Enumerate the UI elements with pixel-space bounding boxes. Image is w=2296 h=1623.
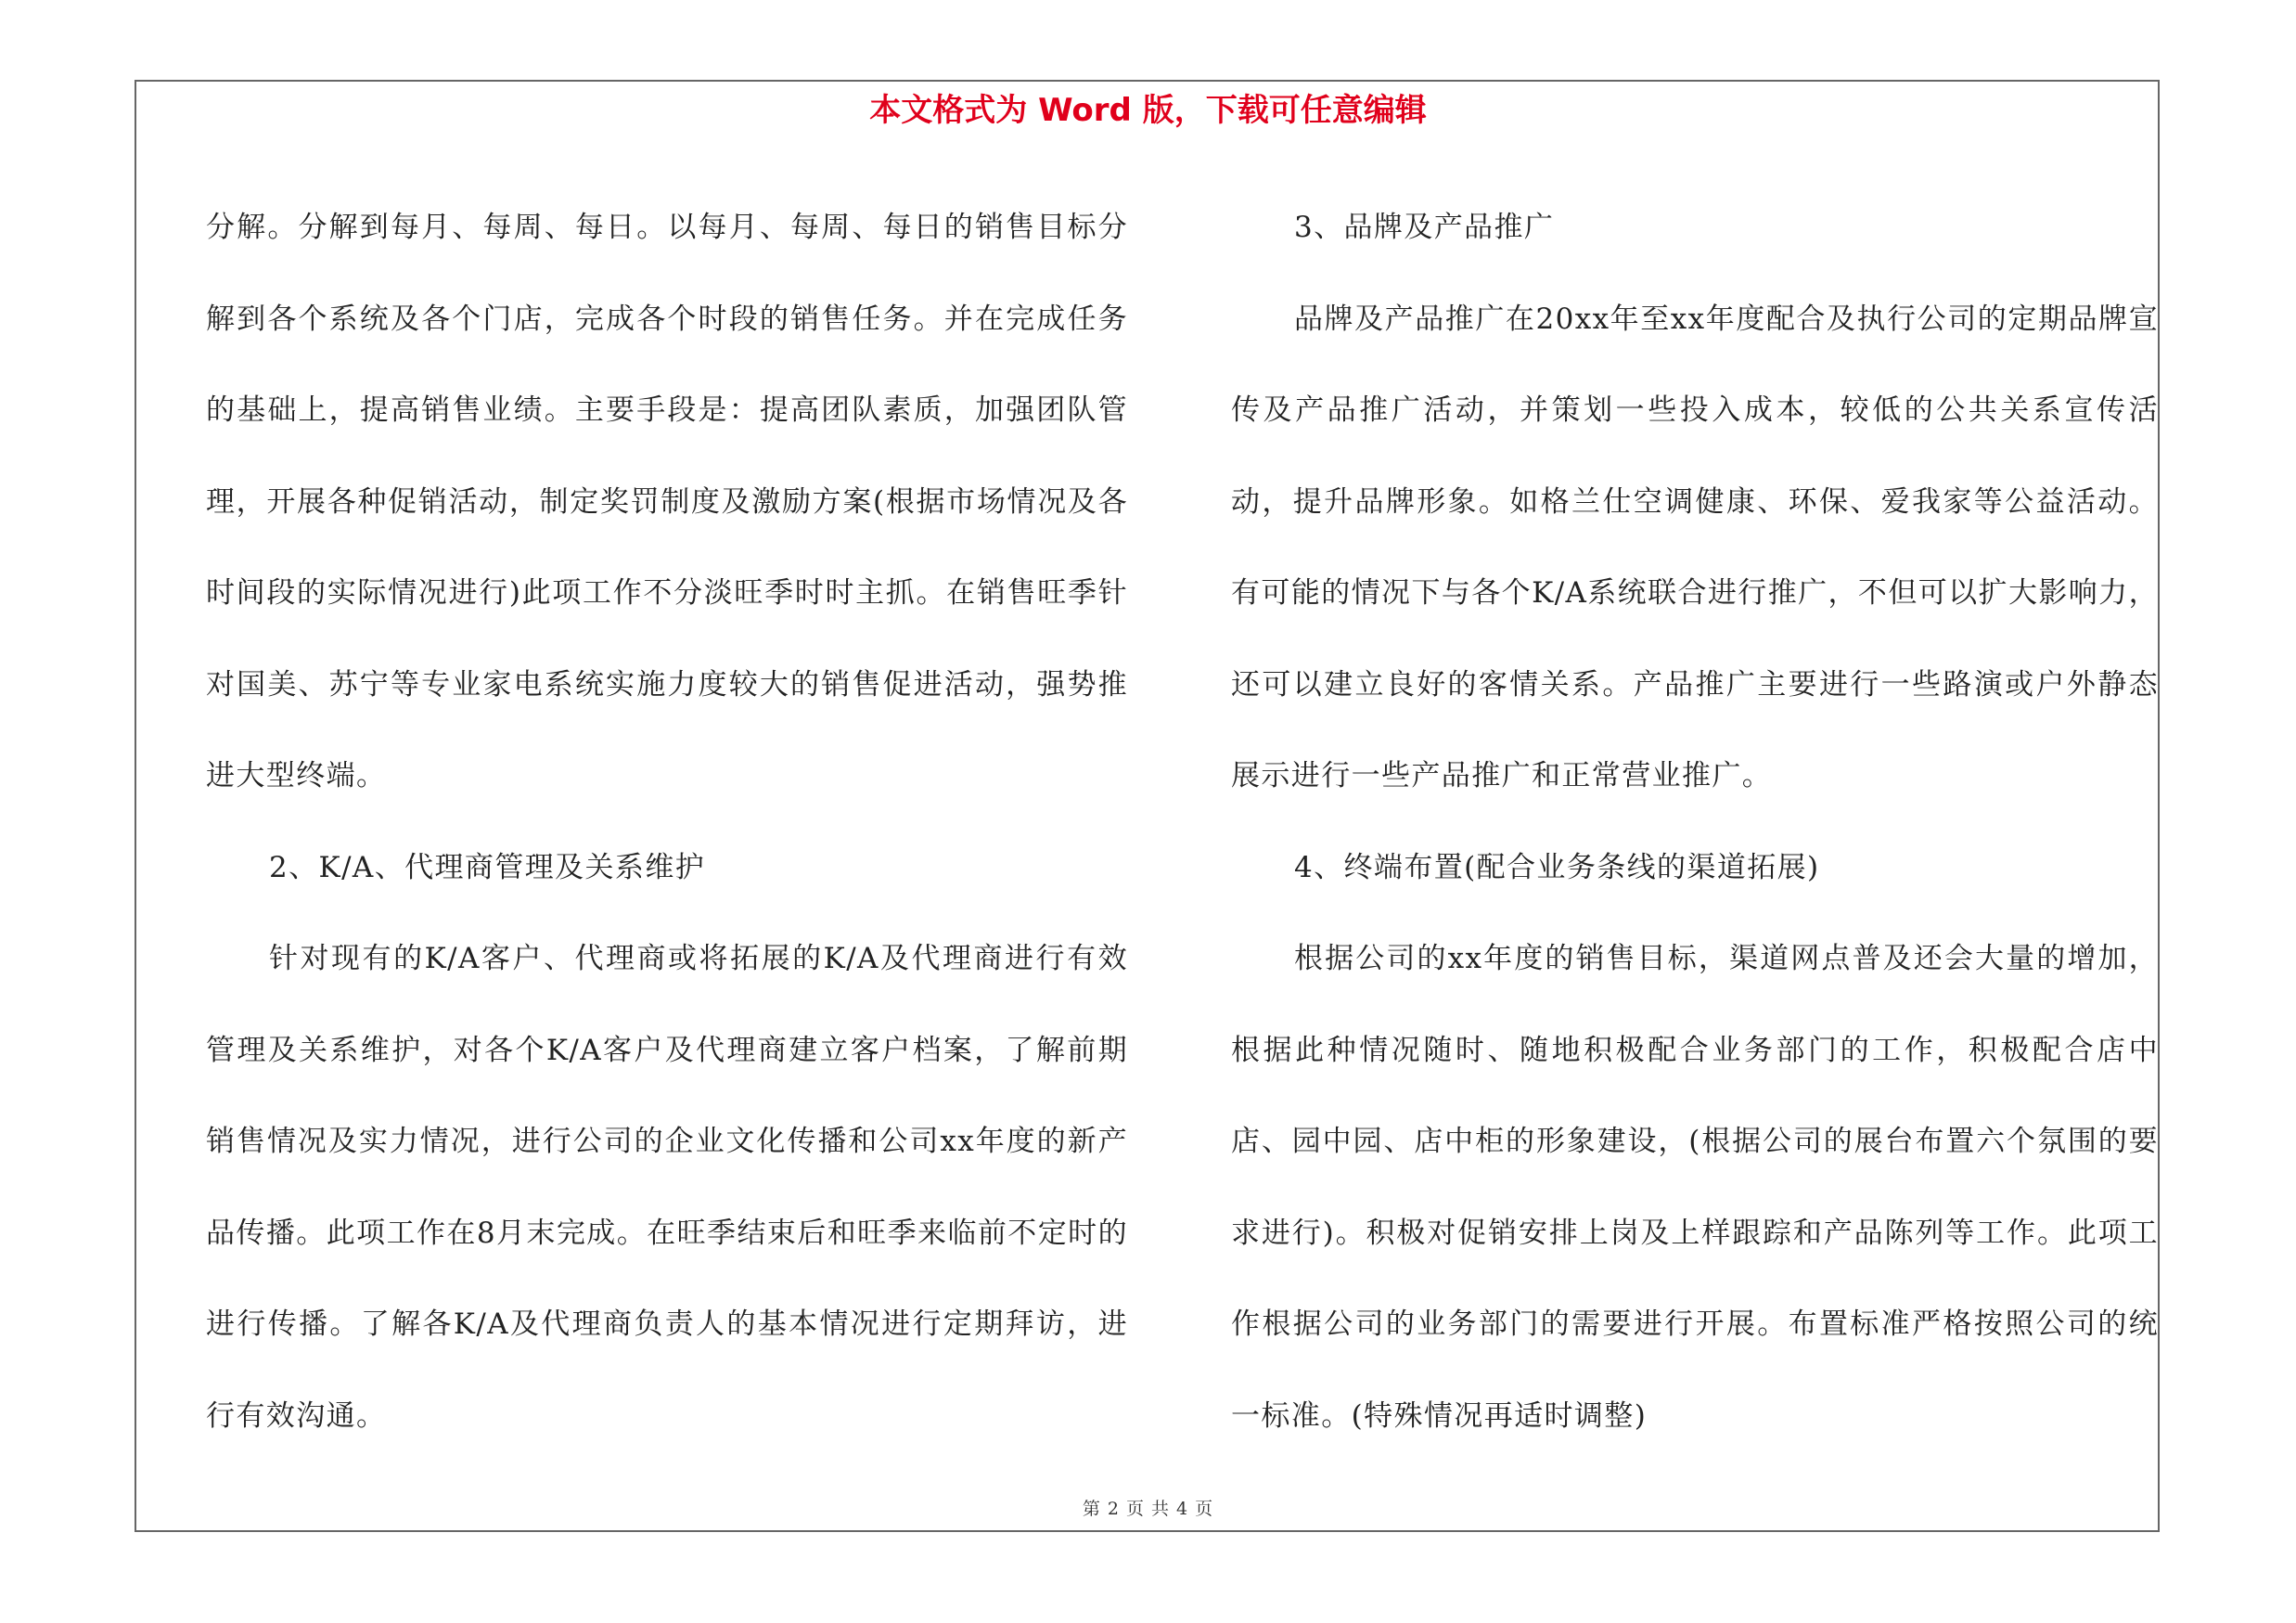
paragraph: 针对现有的K/A客户、代理商或将拓展的K/A及代理商进行有效管理及关系维护，对各个K/A客户及代理商建立客户档案，了解前期销售情况及实力情况，进行公司的企业文化传播和公司xx年度的新产品传播。此项工作在8月末完成。在旺季结束后和旺季来临前不定时的进行传播。了解各K/A及代理商负责人的基本情况进行定期拜访，进行有效沟通。 [206, 942, 1128, 1433]
section-heading: 4、终端布置(配合业务条线的渠道拓展) [1294, 850, 1820, 884]
format-banner: 本文格式为 Word 版，下载可任意编辑 [869, 92, 1427, 129]
section-heading: 3、品牌及产品推广 [1294, 211, 1555, 244]
paragraph: 分解。分解到每月、每周、每日。以每月、每周、每日的销售目标分解到各个系统及各个门店，完成各个时段的销售任务。并在完成任务的基础上，提高销售业绩。主要手段是：提高团队素质，加强团队管理，开展各种促销活动，制定奖罚制度及激励方案(根据市场情况及各时间段的实际情况进行)此项工作不分淡旺季时时主抓。在销售旺季针对国美、苏宁等专业家电系统实施力度较大的销售促进活动，强势推进大型终端。 [206, 211, 1128, 792]
right-column [1231, 182, 2159, 1462]
left-column [206, 182, 1128, 1462]
section-heading: 2、K/A、代理商管理及关系维护 [269, 850, 706, 884]
page-number-footer: 第 2 页 共 4 页 [1082, 1499, 1214, 1519]
paragraph: 品牌及产品推广在20xx年至xx年度配合及执行公司的定期品牌宣传及产品推广活动，并策划一些投入成本，较低的公共关系宣传活动，提升品牌形象。如格兰仕空调健康、环保、爱我家等公益活动。有可能的情况下与各个K/A系统联合进行推广，不但可以扩大影响力，还可以建立良好的客情关系。产品推广主要进行一些路演或户外静态展示进行一些产品推广和正常营业推广。 [1231, 302, 2159, 792]
paragraph: 根据公司的xx年度的销售目标，渠道网点普及还会大量的增加，根据此种情况随时、随地积极配合业务部门的工作，积极配合店中店、园中园、店中柜的形象建设，(根据公司的展台布置六个氛围的要求进行)。积极对促销安排上岗及上样跟踪和产品陈列等工作。此项工作根据公司的业务部门的需要进行开展。布置标准严格按照公司的统一标准。(特殊情况再适时调整) [1231, 942, 2159, 1433]
